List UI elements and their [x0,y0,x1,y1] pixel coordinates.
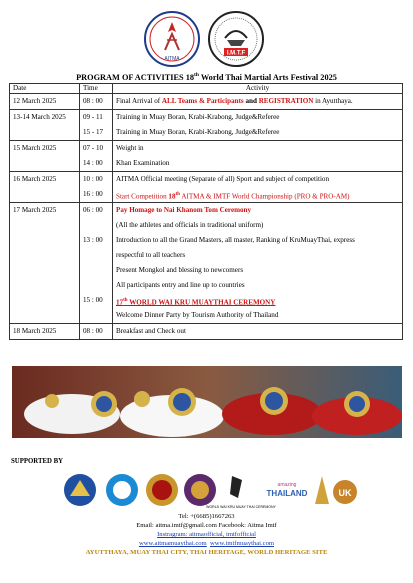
svg-text:AITMA: AITMA [164,56,180,62]
contact-email: Email: aitma.imtf@gmail.com Facebook: Aitma Imtf [136,522,277,529]
svg-text:THAILAND: THAILAND [266,489,308,498]
table-header-row [10,84,403,94]
table-row: 13-14 March 2025 09 - 11 15 - 17 Training in Muay Boran, Krabi-Krabong, Judge&Referee Training in Muay Boran, Krabi-Krabong, Judge&Referee [10,110,403,141]
program-table [9,83,403,340]
table-row: 16 March 2025 10 : 00 16 : 00 AITMA Official meeting (Separate of all) Sport and subject of competition Start Competition 18th AITMA & IMTF World Championship (PRO & PRO-AM) [10,172,403,203]
col-time-header: Time [80,84,113,94]
sponsor-logos [60,470,360,512]
svg-text:UK: UK [338,488,352,498]
contact-tel: Tel: +(6685)1667263 [178,513,235,520]
imtf-logo [207,10,265,68]
footer-slogan: AYUTTHAYA, MUAY THAI CITY, THAI HERITAGE, WORLD HERITAGE SITE [85,549,328,556]
page-title: PROGRAM OF ACTIVITIES 18th World Thai Martial Arts Festival 2025 [76,72,337,82]
website-link-imtf[interactable]: www.imtfmuaythai.com [209,540,275,547]
header-logos [0,8,413,70]
contact-instagram[interactable]: Instragram: aitmaofficial, imtfofficial [157,531,256,538]
col-date-header: Date [10,84,80,94]
mongkol-headbands-photo [12,366,402,438]
svg-text:amazing: amazing [277,482,297,488]
website-link-aitma[interactable]: www.aitmamuaythai.com [138,540,207,547]
aitma-logo [143,10,201,68]
col-activity-header: Activity [113,84,403,94]
table-row: 18 March 2025 08 : 00 Breakfast and Check out [10,324,403,340]
table-row: 17 March 2025 06 : 00 13 : 00 15 : 00 Pay Homage to Nai Khanom Tom Ceremony (All the athletes and officials in traditional uniform) Introduction to all the Grand Masters, all master, Ranking of KruMuayThai, express respectful to all teachers Present Mongkol and blessing to newcomers All participants entry and line up to countries 17th WORLD WAI KRU MUAYTHAI CEREMONY Welcome Dinner Party by Tourism Authority of Thailand [10,203,403,324]
svg-text:I.M.T.F: I.M.T.F [226,50,246,57]
svg-text:amazing THAILAND: amazing THAILAND [60,470,69,471]
svg-text:WORLD WAI KRU MUAY THAI CEREMO: WORLD WAI KRU MUAY THAI CEREMONY [206,505,276,509]
table-row: 12 March 2025 08 : 00 Final Arrival of ALL Teams & Participants and REGISTRATION in Ayutthaya. [10,94,403,110]
supported-by-label: SUPPORTED BY [11,458,64,465]
table-row: 15 March 2025 07 - 10 14 : 00 Weight in Khan Examination [10,141,403,172]
contact-websites [0,540,413,547]
